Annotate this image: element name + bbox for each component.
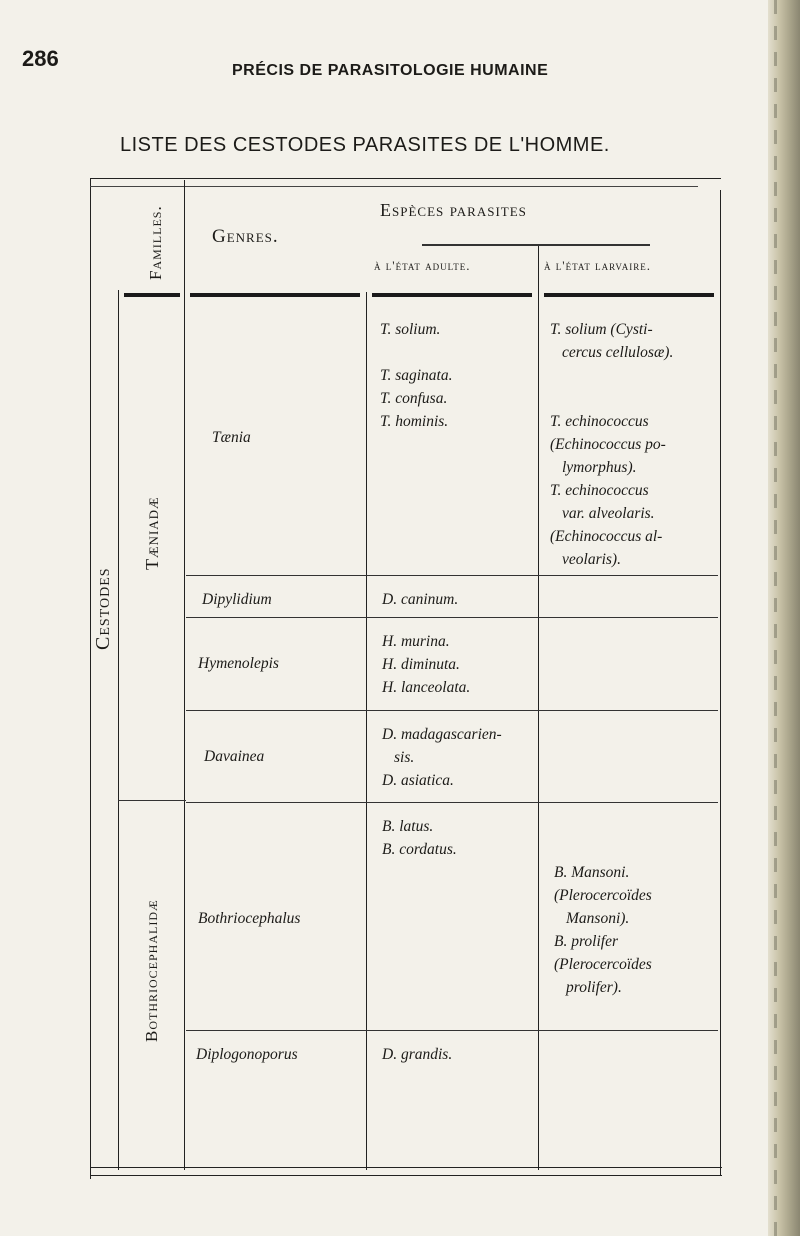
genus-cell: Bothriocephalus xyxy=(198,910,301,927)
genus-cell: Dipylidium xyxy=(202,591,272,608)
larval-species: lymorphus). xyxy=(562,459,637,476)
row-divider xyxy=(186,575,718,576)
running-head: PRÉCIS DE PARASITOLOGIE HUMAINE xyxy=(232,62,549,79)
adult-species: B. cordatus. xyxy=(382,841,457,858)
adult-species: T. saginata. xyxy=(380,367,453,384)
larval-species: B. Mansoni. xyxy=(554,864,630,881)
row-divider xyxy=(186,1030,718,1031)
larval-species: Mansoni). xyxy=(566,910,630,927)
larval-species: veolaris). xyxy=(562,551,621,568)
genus-cell: Tænia xyxy=(212,429,251,446)
header-genres: Genres. xyxy=(212,226,279,247)
especes-brace xyxy=(422,244,650,246)
genus-cell: Davainea xyxy=(204,748,265,765)
header-rule xyxy=(190,293,360,297)
adult-species: H. lanceolata. xyxy=(382,679,471,696)
row-divider xyxy=(186,802,718,803)
adult-species: D. asiatica. xyxy=(382,772,454,789)
adult-species: sis. xyxy=(394,749,415,766)
adult-species: D. grandis. xyxy=(382,1046,453,1063)
larval-species: (Echinococcus po- xyxy=(550,436,666,453)
adult-species: T. confusa. xyxy=(380,390,448,407)
header-familles: Familles. xyxy=(146,205,165,280)
adult-species: B. latus. xyxy=(382,818,434,835)
larval-species: T. echinococcus xyxy=(550,482,649,499)
genus-cell: Diplogonoporus xyxy=(196,1046,298,1063)
page-edge-shadow xyxy=(768,0,800,1236)
larval-species: (Echinococcus al- xyxy=(550,528,663,545)
larval-species: prolifer). xyxy=(566,979,622,996)
larval-species: cercus cellulosæ). xyxy=(562,344,674,361)
adult-species: D. caninum. xyxy=(382,591,459,608)
row-divider xyxy=(186,617,718,618)
larval-species: var. alveolaris. xyxy=(562,505,655,522)
header-rule xyxy=(124,293,180,297)
family-divider xyxy=(118,800,186,801)
larval-species: T. echinococcus xyxy=(550,413,649,430)
order-cestodes: Cestodes xyxy=(92,567,114,650)
table-frame-bottom-outer xyxy=(90,1175,722,1176)
header-adulte: à l'état adulte. xyxy=(374,258,471,273)
col-line-families xyxy=(184,180,185,1170)
family-bothriocephalidae: Bothriocephalidæ xyxy=(142,899,161,1042)
larval-species: B. prolifer xyxy=(554,933,619,950)
genus-cell: Hymenolepis xyxy=(198,655,279,672)
larval-species: T. solium (Cysti- xyxy=(550,321,653,338)
header-rule xyxy=(544,293,714,297)
larval-species: (Plerocercoïdes xyxy=(554,956,652,973)
row-divider xyxy=(186,710,718,711)
family-taeniadae: Tæniadæ xyxy=(142,496,162,570)
adult-species: H. murina. xyxy=(382,633,450,650)
adult-species: T. solium. xyxy=(380,321,441,338)
col-line-larval xyxy=(538,244,539,1170)
header-especes: Espèces parasites xyxy=(380,200,527,220)
col-line-adult xyxy=(366,292,367,1170)
header-larvaire: à l'état larvaire. xyxy=(544,258,651,273)
table-top-rule xyxy=(90,186,698,187)
table-title: LISTE DES CESTODES PARASITES DE L'HOMME. xyxy=(120,134,610,156)
larval-species: (Plerocercoïdes xyxy=(554,887,652,904)
adult-species: H. diminuta. xyxy=(382,656,460,673)
page-number: 286 xyxy=(22,46,59,71)
adult-species: D. madagascarien- xyxy=(382,726,502,743)
adult-species: T. hominis. xyxy=(380,413,449,430)
header-rule xyxy=(372,293,532,297)
col-line-order xyxy=(118,290,119,1170)
table-frame-right xyxy=(720,190,721,1175)
